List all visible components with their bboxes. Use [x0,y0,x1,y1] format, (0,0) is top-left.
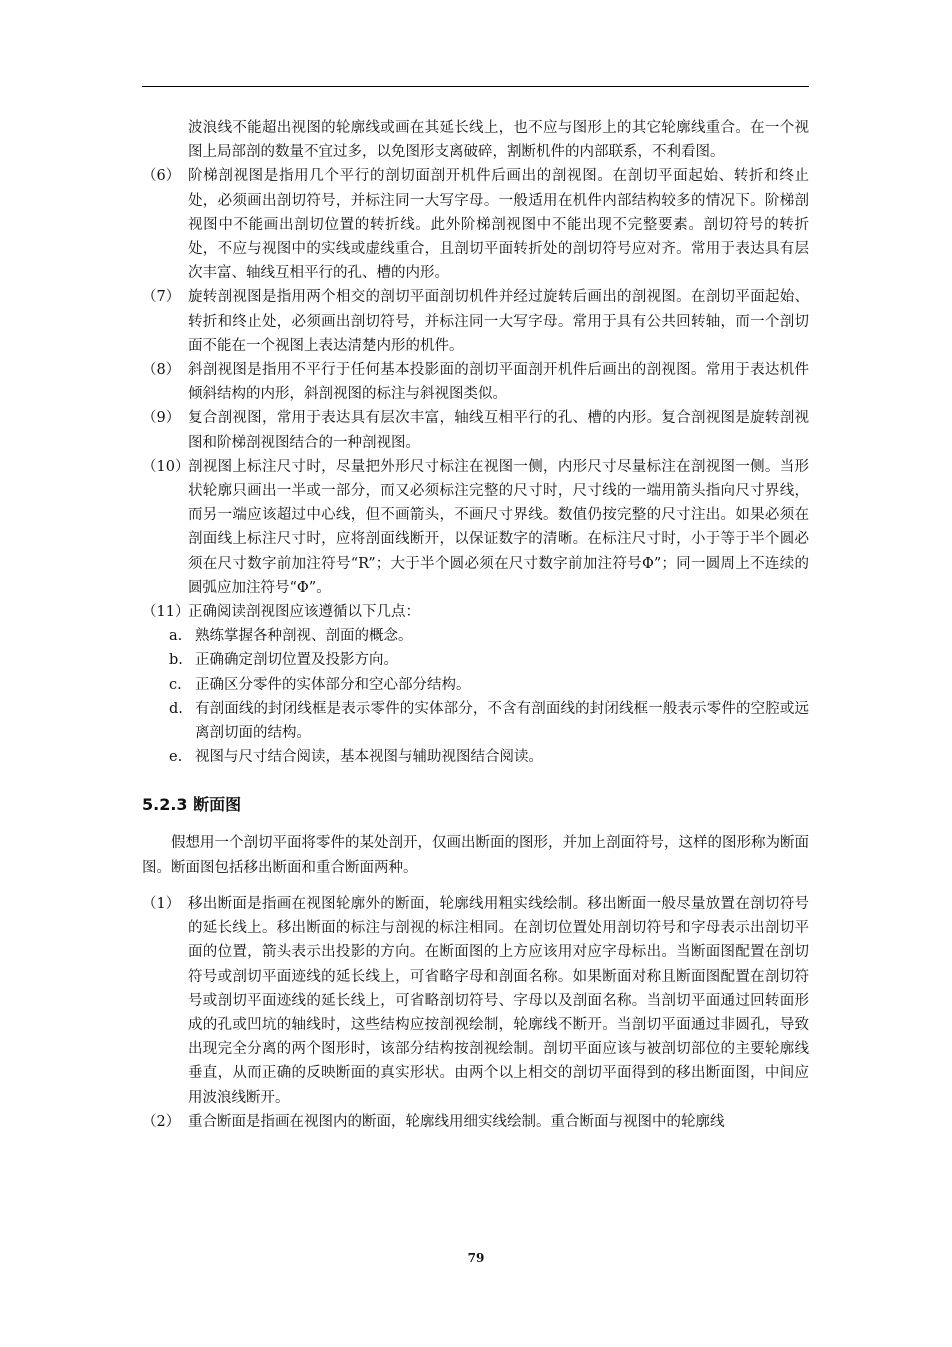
list-item-11 [142,600,809,624]
item-number: （2） [142,1113,181,1130]
section-item-2 [142,1110,809,1134]
page-number: 79 [467,1251,485,1265]
list-item-8 [142,358,809,406]
list-item-7 [142,285,809,358]
continuation-paragraph: 波浪线不能超出视图的轮廓线或画在其延长线上，也不应与图形上的其它轮廓线重合。在一个视图上局部剖的数量不宜过多，以免图形支离破碎，割断机件的内部联系，不利看图。 [188,120,809,161]
item-number: （1） [142,895,181,912]
section-intro: 假想用一个剖切平面将零件的某处剖开，仅画出断面的图形，并加上剖面符号，这样的图形称为断面图。断面图包括移出断面和重合断面两种。 [142,835,809,876]
sub-item-text: 视图与尺寸结合阅读，基本视图与辅助视图结合阅读。 [195,749,543,766]
sub-item-text: 熟练掌握各种剖视、剖面的概念。 [195,628,413,645]
sub-item-b [142,648,809,672]
item-text: 移出断面是指画在视图轮廓外的断面，轮廓线用粗实线绘制。移出断面一般尽量放置在剖切符号的延长线上。移出断面的标注与剖视的标注相同。在剖切位置处用剖切符号和字母表示出剖切平面的位置，箭头表示出投影的方向。在断面图的上方应该用对应字母标出。当断面图配置在剖切符号或剖切平面迹线的延长线上，可省略字母和剖面名称。如果断面对称且断面图配置在剖切符号或剖切平面迹线的延长线上，可省略剖切符号、字母以及剖面名称。当剖切平面通过回转面形成的孔或凹坑的轴线时，这些结构应按剖视绘制，轮廓线不断开。当剖切平面通过非圆孔，导致出现完全分离的两个图形时，该部分结构按剖视绘制。剖切平面应该与被剖切部位的主要轮廓线垂直，从而正确的反映断面的真实形状。由两个以上相交的剖切平面得到的移出断面图，中间应用波浪线断开。 [188,895,809,1106]
item-number: （7） [142,289,181,306]
item-text: 旋转剖视图是指用两个相交的剖切平面剖切机件并经过旋转后画出的剖视图。在剖切平面起始、转折和终止处，必须画出剖切符号，并标注同一大写字母。常用于具有公共回转轴，而一个剖切面不能在一个视图上表达清楚内形的机件。 [188,289,809,354]
item-text: 复合剖视图，常用于表达具有层次丰富，轴线互相平行的孔、槽的内形。复合剖视图是旋转剖视图和阶梯剖视图结合的一种剖视图。 [188,410,809,451]
list-item-6 [142,164,809,285]
list-item-10 [142,455,809,600]
item-text: 剖视图上标注尺寸时，尽量把外形尺寸标注在视图一侧，内形尺寸尽量标注在剖视图一侧。当形状轮廓只画出一半或一部分，而又必须标注完整的尺寸时，尺寸线的一端用箭头指向尺寸界线，而另一端应该超过中心线，但不画箭头，不画尺寸界线。数值仍按完整的尺寸注出。如果必须在剖面线上标注尺寸时，应将剖面线断开，以保证数字的清晰。在标注尺寸时，小于等于半个圆必须在尺寸数字前加注符号“R”；大于半个圆必须在尺寸数字前加注符号Φ”；同一圆周上不连续的圆弧应加注符号“Φ”。 [188,458,809,596]
sub-item-letter: e. [169,749,183,766]
page-body [142,116,809,1134]
sub-item-letter: a. [169,628,183,645]
item-text: 正确阅读剖视图应该遵循以下几点： [188,604,420,621]
sub-item-letter: b. [169,652,183,669]
item-text: 阶梯剖视图是指用几个平行的剖切面剖开机件后画出的剖视图。在剖切平面起始、转折和终止处，必须画出剖切符号，并标注同一大写字母。一般适用在机件内部结构较多的情况下。阶梯剖视图中不能画出剖切位置的转折线。此外阶梯剖视图中不能出现不完整要素。剖切符号的转折处，不应与视图中的实线或虚线重合，且剖切平面转折处的剖切符号应对齐。常用于表达具有层次丰富、轴线互相平行的孔、槽的内形。 [188,168,809,282]
sub-item-d [142,697,809,745]
sub-item-e [142,745,809,769]
item-number: （6） [142,168,181,185]
sub-item-c [142,673,809,697]
item-text: 重合断面是指画在视图内的断面，轮廓线用细实线绘制。重合断面与视图中的轮廓线 [188,1113,725,1130]
sub-item-text: 正确确定剖切位置及投影方向。 [195,652,398,669]
list-item-9 [142,406,809,454]
sub-item-a [142,624,809,648]
sub-item-letter: c. [169,676,182,693]
item-number: （8） [142,362,181,379]
sub-item-text: 正确区分零件的实体部分和空心部分结构。 [195,676,471,693]
section-item-1 [142,892,809,1110]
section-heading: 5.2.3 断面图 [142,795,242,815]
sub-item-text: 有剖面线的封闭线框是表示零件的实体部分，不含有剖面线的封闭线框一般表示零件的空腔或远离剖切面的结构。 [195,700,809,742]
item-number: （10） [142,458,190,475]
sub-item-letter: d. [169,700,183,717]
item-number: （11） [142,604,190,621]
item-number: （9） [142,410,181,427]
header-rule [142,86,809,87]
item-text: 斜剖视图是指用不平行于任何基本投影面的剖切平面剖开机件后画出的剖视图。常用于表达机件倾斜结构的内形，斜剖视图的标注与斜视图类似。 [188,362,809,403]
